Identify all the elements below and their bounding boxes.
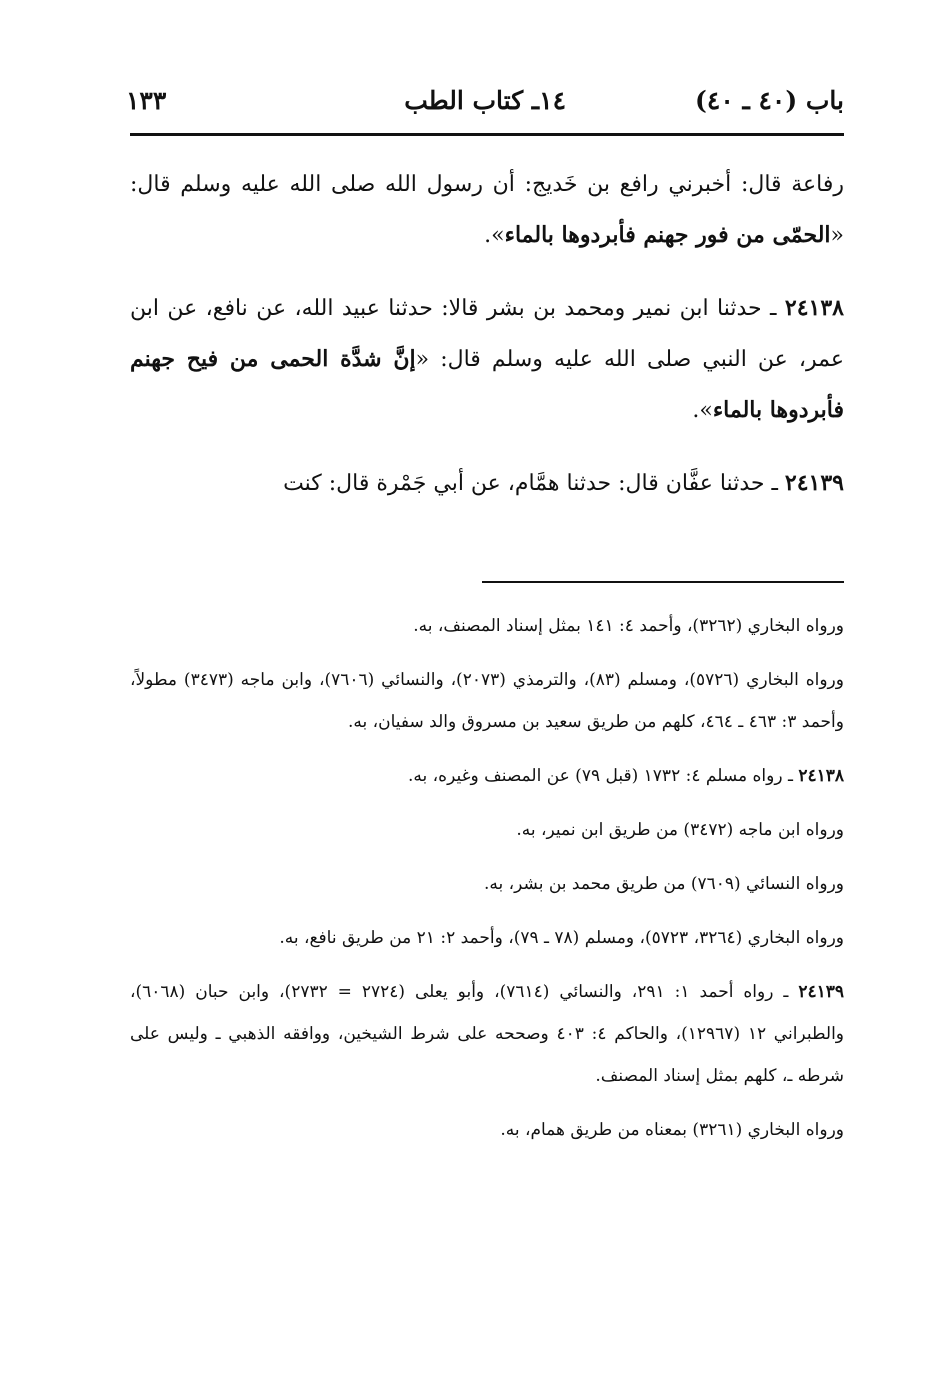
prophetic-quote: إنَّ شدَّة الحمى من فيح جهنم فأبردوها بالماء [130, 346, 844, 423]
narration-text: ـ حدثنا عفَّان قال: حدثنا همَّام، عن أبي جَمْرة قال: كنت [283, 471, 785, 496]
quote-close: ». [692, 398, 713, 423]
footnote-24139 [130, 971, 844, 1097]
footnote: ورواه النسائي (٧٦٠٩) من طريق محمد بن بشر، به. [484, 874, 844, 894]
main-text [130, 160, 844, 531]
book-title: ١٤ـ كتاب الطب [404, 86, 566, 115]
running-header [118, 82, 844, 122]
quote-close: ». [484, 223, 505, 248]
hadith-paragraph-24139 [130, 458, 844, 509]
prophetic-quote: الحمّى من فور جهنم فأبردوها بالماء [504, 222, 831, 248]
footnote: ورواه البخاري (٥٧٢٦)، ومسلم (٨٣)، والترمذي (٢٠٧٣)، والنسائي (٧٦٠٦)، وابن ماجه (٣٤٧٣) مطولاً، وأحمد ٣: ٤٦٣ ـ ٤٦٤، كلهم من طريق سعيد بن مسروق والد سفيان، به. [130, 670, 844, 732]
footnotes [130, 605, 844, 1163]
hadith-number: ٢٤١٣٨ [784, 295, 844, 321]
footnote-text: ـ رواه أحمد ١: ٢٩١، والنسائي (٧٦١٤)، وأبو يعلى (٢٧٢٤ = ٢٧٣٢)، وابن حبان (٦٠٦٨)، والطبراني ١٢ (١٢٩٦٧)، والحاكم ٤: ٤٠٣ وصححه على شرط الشيخين، ووافقه الذهبي ـ وليس على شرطه ـ، كلهم بمثل إسناد المصنف. [130, 982, 845, 1086]
hadith-number: ٢٤١٣٩ [784, 470, 844, 496]
footnote: ورواه البخاري (٣٢٦٢)، وأحمد ٤: ١٤١ بمثل إسناد المصنف، به. [413, 616, 844, 636]
narration-text: ـ حدثنا ابن نمير ومحمد بن بشر قالا: حدثنا عبيد الله، عن نافع، عن ابن عمر، عن النبي صلى الله عليه وسلم قال: « [130, 296, 844, 372]
footnote-number: ٢٤١٣٨ [798, 766, 844, 786]
chapter-heading: باب (٤٠ ـ ٤٠) [695, 86, 844, 115]
page-number: ١٣٣ [126, 86, 167, 115]
hadith-paragraph-continued [130, 160, 844, 261]
header-rule [130, 133, 844, 136]
footnote-text: ـ رواه مسلم ٤: ١٧٣٢ (قبل ٧٩) عن المصنف وغيره، به. [408, 766, 799, 786]
footnote-number: ٢٤١٣٩ [798, 982, 844, 1002]
hadith-paragraph-24138 [130, 283, 844, 436]
footnote-separator [482, 581, 844, 583]
footnote: ورواه البخاري (٣٢٦٤، ٥٧٢٣)، ومسلم (٧٨ ـ ٧٩)، وأحمد ٢: ٢١ من طريق نافع، به. [279, 928, 844, 948]
footnote-24138 [130, 755, 844, 797]
footnote: ورواه ابن ماجه (٣٤٧٢) من طريق ابن نمير، به. [516, 820, 844, 840]
narration-text: رفاعة قال: أخبرني رافع بن خَديج: أن رسول الله صلى الله عليه وسلم قال: « [130, 172, 844, 248]
footnote: ورواه البخاري (٣٢٦١) بمعناه من طريق همام، به. [500, 1120, 844, 1140]
